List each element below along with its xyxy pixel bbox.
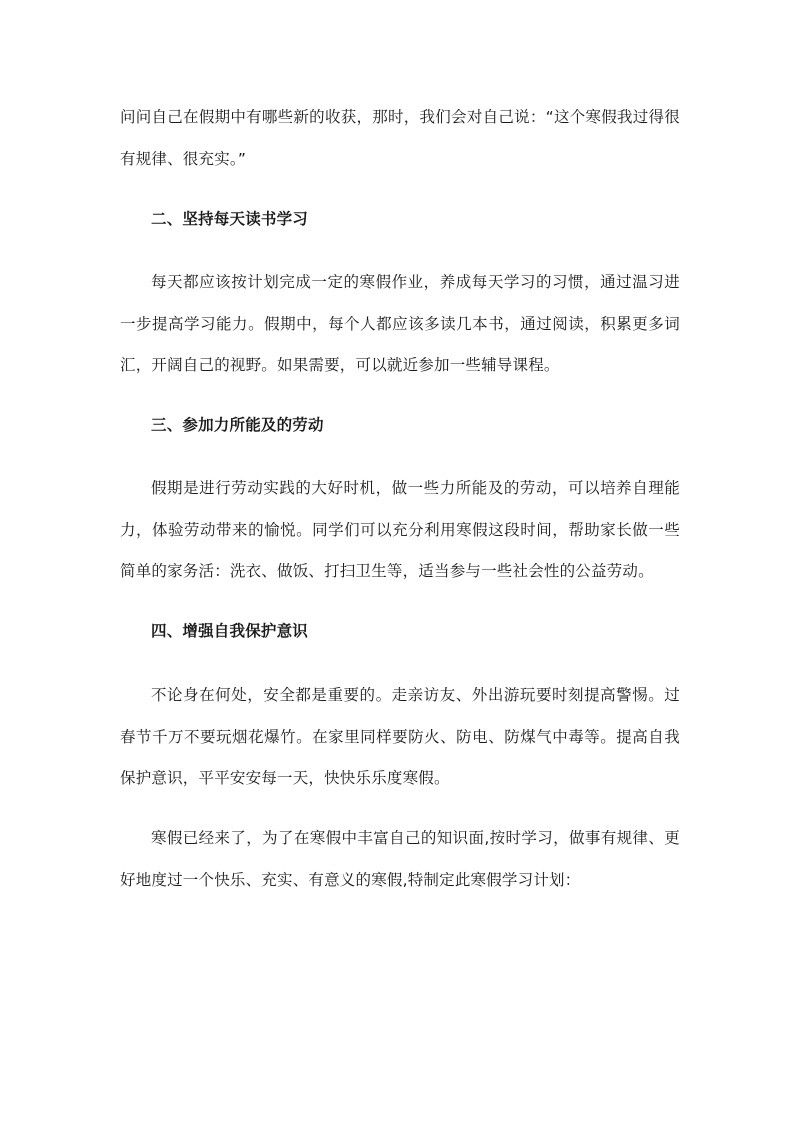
section-heading-safety: 四、增强自我保护意识 <box>151 622 309 640</box>
section-heading-labor: 三、参加力所能及的劳动 <box>151 416 324 434</box>
section-body-reading: 每天都应该按计划完成一定的寒假作业，养成每天学习的习惯，通过温习进一步提高学习能力。假期中，每个人都应该多读几本书，通过阅读，积累更多词汇，开阔自己的视野。如果需要，可以就近参加一些辅导课程。 <box>120 273 680 374</box>
section-body-labor: 假期是进行劳动实践的大好时机，做一些力所能及的劳动，可以培养自理能力，体验劳动带来的愉悦。同学们可以充分利用寒假这段时间，帮助家长做一些简单的家务活：洗衣、做饭、打扫卫生等，适当参与一些社会性的公益劳动。 <box>120 479 680 580</box>
section-body-safety: 不论身在何处，安全都是重要的。走亲访友、外出游玩要时刻提高警惕。过春节千万不要玩烟花爆竹。在家里同样要防火、防电、防煤气中毒等。提高自我保护意识，平平安安每一天，快快乐乐度寒假。 <box>120 686 680 787</box>
continued-paragraph: 问问自己在假期中有哪些新的收获，那时，我们会对自己说：“这个寒假我过得很有规律、很充实。” <box>120 108 680 168</box>
closing-paragraph: 寒假已经来了，为了在寒假中丰富自己的知识面,按时学习，做事有规律、更好地度过一个快乐、充实、有意义的寒假,特制定此寒假学习计划： <box>120 829 680 889</box>
section-heading-reading: 二、坚持每天读书学习 <box>151 210 309 228</box>
